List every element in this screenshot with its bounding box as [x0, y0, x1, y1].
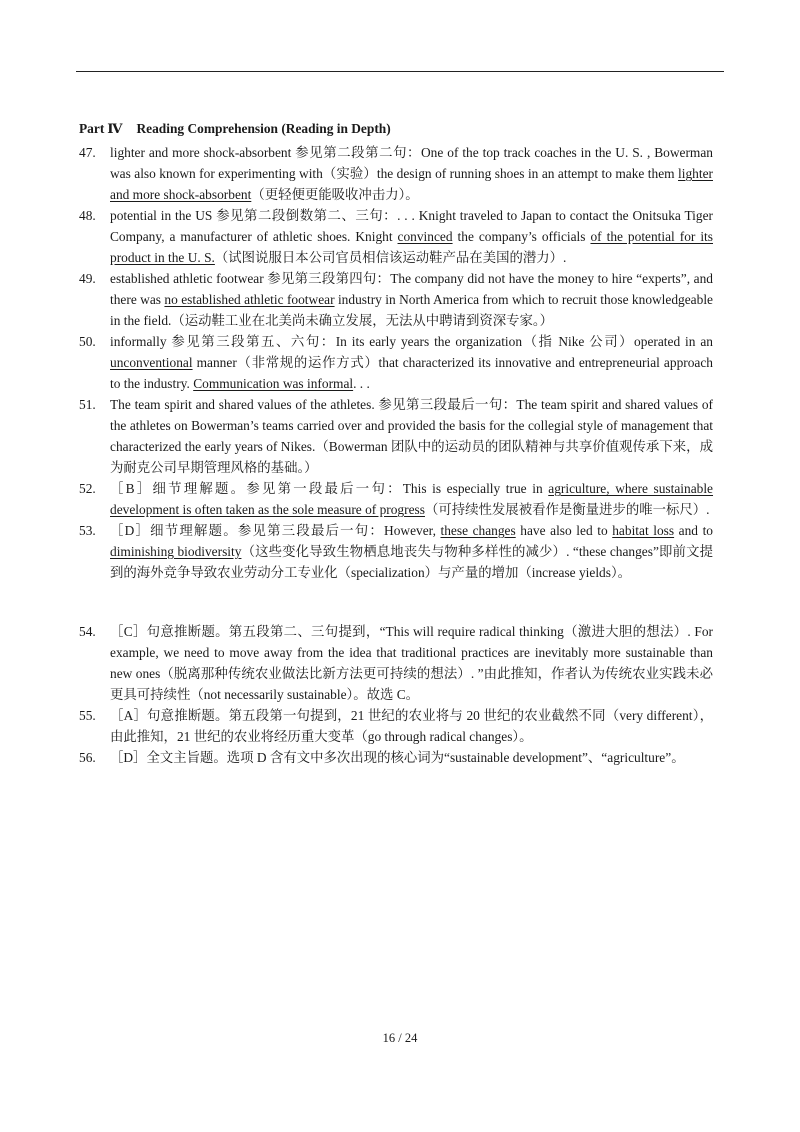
- answer-item: [79, 142, 713, 205]
- answer-explanation: [110, 520, 713, 583]
- explanation-text: informally 参见第三段第五、六句：In its early years the organization（指 Nike 公司）operated in an: [110, 334, 713, 349]
- header-rule: [76, 71, 724, 72]
- section-gap: [79, 583, 713, 621]
- explanation-text: （可持续性发展被看作是衡量进步的唯一标尺）.: [424, 502, 710, 517]
- answer-explanation: [110, 331, 713, 394]
- answer-item: [79, 520, 713, 583]
- underlined-quote: Communication was informal: [193, 376, 354, 391]
- answer-number: 50.: [79, 334, 96, 349]
- underlined-quote: lighter and more shock-absorbent: [110, 166, 713, 202]
- page-number: 16 / 24: [382, 1031, 418, 1045]
- part-name: Reading Comprehension (Reading in Depth): [136, 121, 391, 136]
- answer-number: 54.: [79, 624, 96, 639]
- answer-explanation: [110, 621, 713, 705]
- explanation-text: manner（非常规的运作方式）that characterized its innovative and entrepreneurial approach to the industry.: [110, 355, 713, 391]
- explanation-text: . . .: [353, 376, 370, 391]
- answer-number: 55.: [79, 708, 96, 723]
- answer-explanation: [110, 747, 713, 768]
- underlined-quote: convinced: [397, 229, 453, 244]
- explanation-text: ［D］细节理解题。参见第三段最后一句：However,: [110, 523, 441, 538]
- answer-number: 47.: [79, 145, 96, 160]
- answer-explanation: [110, 205, 713, 268]
- answer-key-content: [79, 112, 713, 768]
- answer-item: [79, 268, 713, 331]
- underlined-quote: no established athletic footwear: [164, 292, 335, 307]
- explanation-text: have also led to: [515, 523, 613, 538]
- answer-number: 56.: [79, 750, 96, 765]
- explanation-text: industry in North America from which to recruit those knowledgeable in the field.（运动鞋工业在北美尚未确立发展，无法从中聘请到资深专家。）: [110, 292, 713, 328]
- explanation-text: the company’s officials: [452, 229, 591, 244]
- underlined-quote: unconventional: [110, 355, 193, 370]
- answer-item: [79, 747, 713, 768]
- answer-item: [79, 331, 713, 394]
- explanation-text: ［A］句意推断题。第五段第一句提到，21 世纪的农业将与 20 世纪的农业截然不同（very different），由此推知，21 世纪的农业将经历重大变革（go through radical changes）。: [110, 708, 713, 744]
- answer-number: 53.: [79, 523, 96, 538]
- answer-explanation: [110, 478, 713, 520]
- answer-explanation: [110, 268, 713, 331]
- explanation-text: （这些变化导致生物栖息地丧失与物种多样性的减少）. “these changes”即前文提到的海外竞争导致农业劳动分工专业化（specialization）与产量的增加（increase yields）。: [110, 544, 713, 580]
- underlined-quote: these changes: [440, 523, 516, 538]
- section-title: [79, 118, 713, 139]
- answer-item: [79, 621, 713, 705]
- answer-number: 52.: [79, 481, 96, 496]
- answer-number: 48.: [79, 208, 96, 223]
- underlined-quote: agriculture, where sustainable development is often taken as the sole measure of progress: [110, 481, 714, 517]
- explanation-text: ［B］细节理解题。参见第一段最后一句：This is especially true in: [110, 481, 549, 496]
- answer-item: [79, 394, 713, 478]
- explanation-text: ［C］句意推断题。第五段第二、三句提到，“This will require radical thinking（激进大胆的想法）. For example, we need to move away from the idea that traditional practices are inevitably more sustainable than new ones（脱离那种传统农业做法比新方法更可持续的想法）. ”由此推知，作者认为传统农业实践未必更具可持续性（not necessarily sustainable）。故选 C。: [110, 624, 713, 702]
- answer-number: 49.: [79, 271, 96, 286]
- answer-item: [79, 205, 713, 268]
- answer-list: [79, 142, 713, 768]
- explanation-text: （更轻便更能吸收冲击力）。: [251, 187, 419, 202]
- underlined-quote: of the potential for its product in the U. S.: [110, 229, 713, 265]
- answer-explanation: [110, 705, 713, 747]
- explanation-text: ［D］全文主旨题。选项 D 含有文中多次出现的核心词为“sustainable development”、“agriculture”。: [110, 750, 685, 765]
- answer-number: 51.: [79, 397, 96, 412]
- answer-explanation: [110, 394, 713, 478]
- answer-explanation: [110, 142, 713, 205]
- explanation-text: established athletic footwear 参见第三段第四句：The company did not have the money to hire “experts”, and there was: [110, 271, 713, 307]
- answer-item: [79, 705, 713, 747]
- underlined-quote: diminishing biodiversity: [110, 544, 242, 559]
- explanation-text: lighter and more shock-absorbent 参见第二段第二句：One of the top track coaches in the U. S. , Bowerman was also known for experimenting with（实验）the design of running shoes in an attempt to make them: [110, 145, 713, 181]
- answer-item: [79, 478, 713, 520]
- explanation-text: （试图说服日本公司官员相信该运动鞋产品在美国的潜力）.: [214, 250, 567, 265]
- underlined-quote: habitat loss: [612, 523, 675, 538]
- explanation-text: The team spirit and shared values of the athletes. 参见第三段最后一句：The team spirit and shared values of the athletes on Bowerman’s teams carried over and provided the basis for the collegial style of management that characterized the early years of Nikes.（Bowerman 团队中的运动员的团队精神与共享价值观传承下来，成为耐克公司早期管理风格的基础。）: [110, 397, 713, 475]
- part-label: Part: [79, 121, 105, 136]
- explanation-text: potential in the US 参见第二段倒数第二、三句：. . . Knight traveled to Japan to contact the Onitsuka Tiger Company, a manufacturer of athletic shoes. Knight: [110, 208, 713, 244]
- part-number: Ⅳ: [107, 121, 123, 136]
- explanation-text: and to: [674, 523, 713, 538]
